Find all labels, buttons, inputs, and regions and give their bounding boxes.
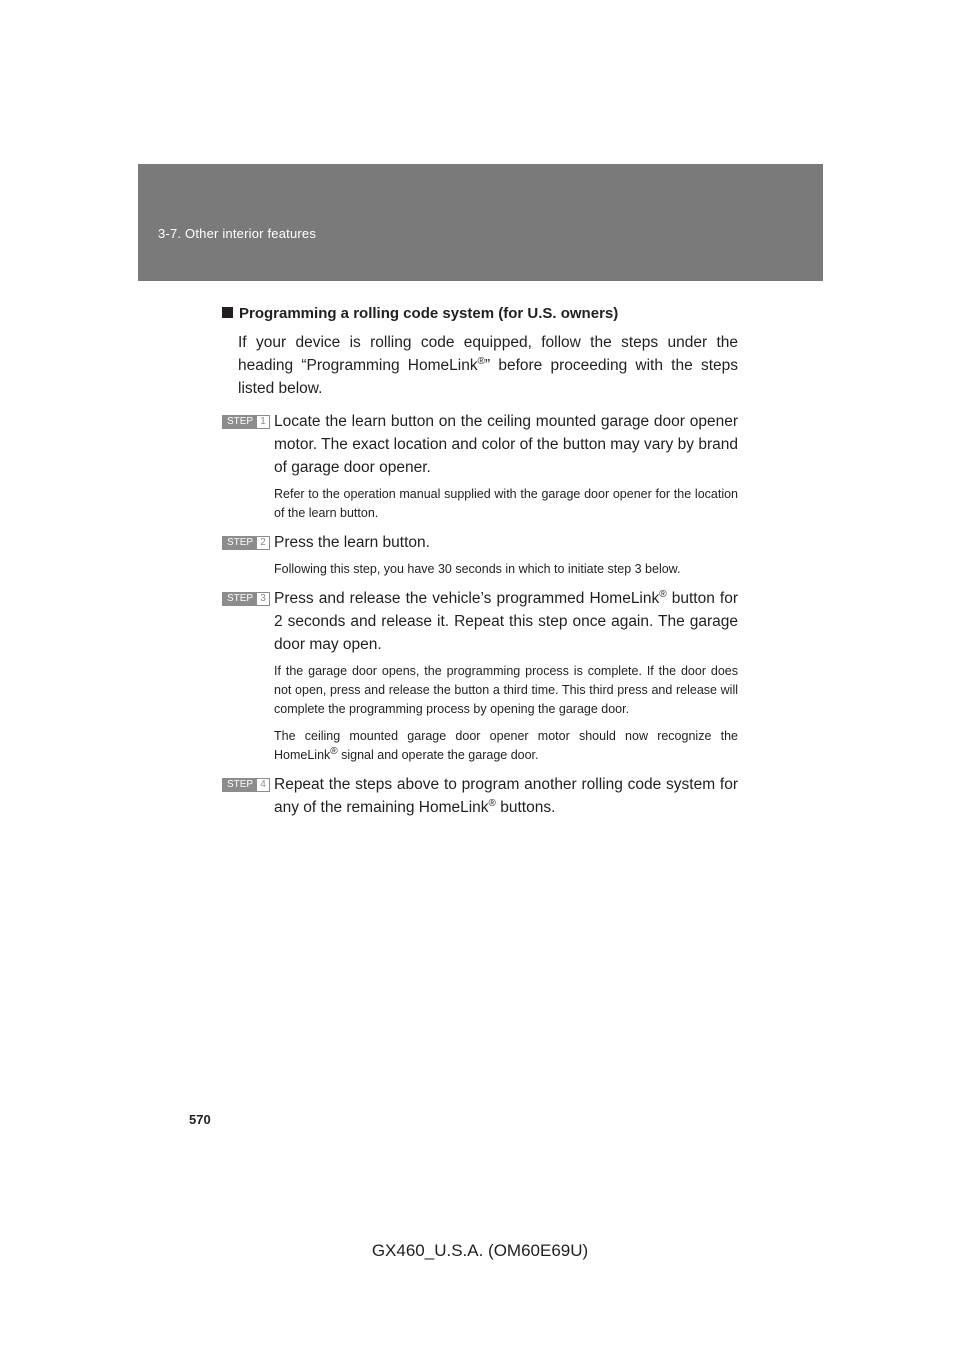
step-text-before: Press and release the vehicle’s programmed HomeLink — [274, 590, 660, 607]
step-text-after: button for 2 seconds and release it. Repeat this step once again. The garage door may open. — [274, 590, 738, 653]
step-note: Refer to the operation manual supplied with the garage door opener for the location of the learn button. — [274, 487, 738, 520]
step-number: 1 — [257, 416, 269, 428]
step-badge — [222, 592, 270, 606]
registered-mark: ® — [330, 745, 338, 757]
page-number: 570 — [189, 1112, 211, 1127]
step-text — [274, 587, 738, 656]
step-text: Press the learn button. — [274, 534, 430, 551]
step-badge — [222, 415, 270, 429]
step-text-after: buttons. — [495, 799, 556, 816]
section-heading — [222, 303, 738, 325]
step-note — [274, 727, 738, 765]
step-text — [274, 773, 738, 819]
registered-mark: ® — [659, 588, 667, 600]
step-label: STEP — [223, 779, 257, 791]
step-label: STEP — [223, 593, 257, 605]
registered-mark: ® — [488, 797, 496, 809]
intro-text-before: If your device is rolling code equipped, follow the steps under the heading “Programming HomeLink — [238, 334, 738, 374]
intro-paragraph — [238, 331, 738, 400]
content — [222, 303, 738, 819]
header-band — [138, 164, 823, 281]
note-text-after: signal and operate the garage door. — [337, 748, 539, 762]
step-4 — [222, 773, 738, 819]
intro-text-after: ” before proceeding with the steps listed below. — [238, 357, 738, 397]
note-text-before: The ceiling mounted garage door opener motor should now recognize the HomeLink — [274, 729, 738, 762]
step-label: STEP — [223, 537, 257, 549]
step-note: If the garage door opens, the programming process is complete. If the door does not open, press and release the button a third time. This third press and release will complete the programming process by opening the garage door. — [274, 664, 738, 716]
step-text-before: Repeat the steps above to program another rolling code system for any of the remaining HomeLink — [274, 776, 738, 816]
step-note: Following this step, you have 30 seconds in which to initiate step 3 below. — [274, 562, 681, 576]
document-code: GX460_U.S.A. (OM60E69U) — [371, 1241, 589, 1260]
step-label: STEP — [223, 416, 257, 428]
step-badge — [222, 778, 270, 792]
step-2 — [222, 531, 738, 579]
step-3 — [222, 587, 738, 765]
registered-mark: ® — [477, 355, 485, 367]
step-number: 3 — [257, 593, 269, 605]
step-1 — [222, 410, 738, 523]
step-number: 4 — [257, 779, 269, 791]
step-badge — [222, 536, 270, 550]
square-bullet-icon — [222, 307, 233, 318]
step-number: 2 — [257, 537, 269, 549]
section-label: 3-7. Other interior features — [158, 226, 317, 241]
step-text: Locate the learn button on the ceiling mounted garage door opener motor. The exact location and color of the button may vary by brand of garage door opener. — [274, 413, 738, 476]
section-heading-text: Programming a rolling code system (for U.S. owners) — [239, 305, 619, 322]
